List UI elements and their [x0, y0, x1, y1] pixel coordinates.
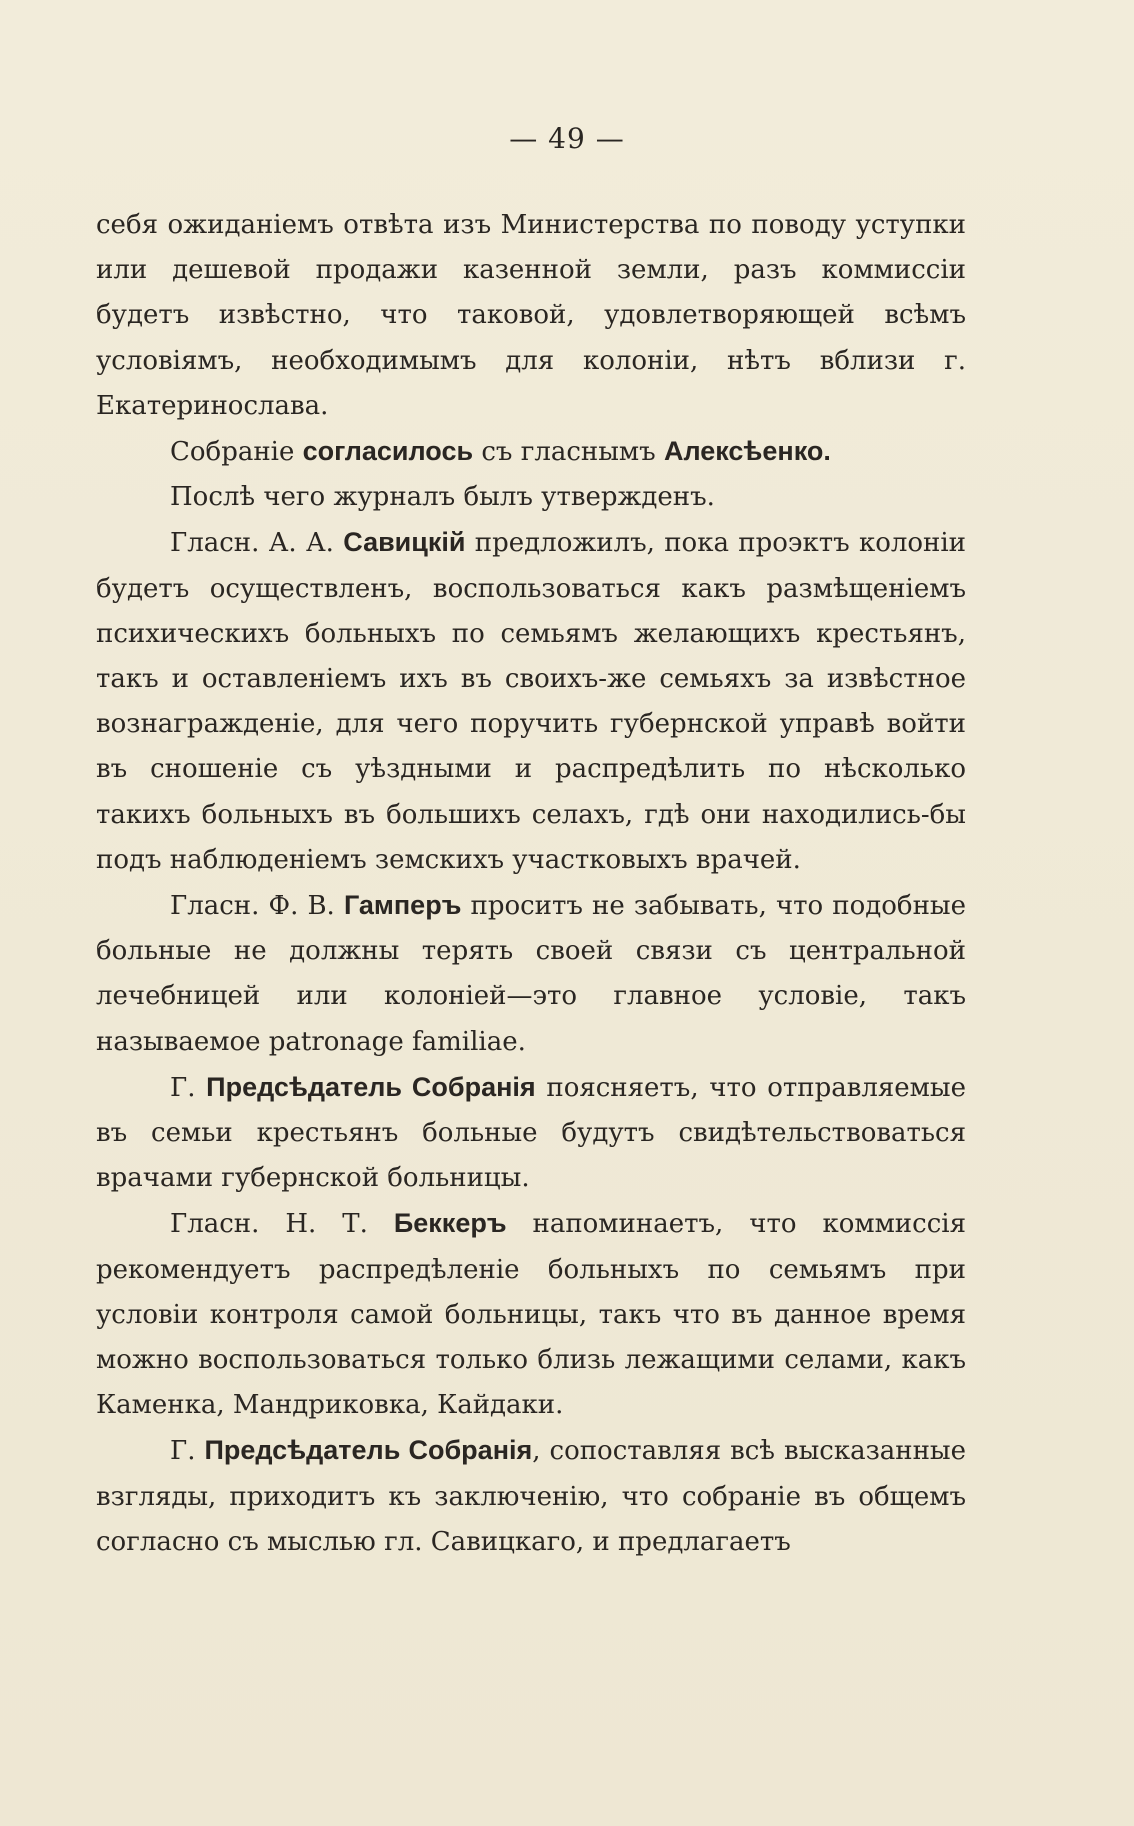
- body-text: [96, 203, 966, 1565]
- bold-name: Савицкій: [343, 527, 466, 558]
- paragraph: [96, 429, 966, 475]
- bold-name: Предсѣдатель Собранія: [204, 1435, 533, 1466]
- bold-name: Предсѣдатель Собранія: [206, 1071, 536, 1102]
- bold-name: согласилось: [302, 436, 474, 467]
- text-run: напоминаетъ, что коммиссія рекомендуетъ распредѣленіе больныхъ по семьямъ при условіи контроля самой больницы, такъ что въ данное время можно воспользоваться только близь лежащими селами, какъ Каменка, Мандриковка, Кайдаки.: [96, 1209, 966, 1421]
- paragraph: [96, 475, 966, 520]
- paragraph: [96, 203, 966, 429]
- text-run: съ гласнымъ: [473, 437, 664, 468]
- bold-name: Алексѣенко.: [663, 436, 831, 467]
- paragraph: [96, 1065, 966, 1202]
- paragraph: [96, 520, 966, 883]
- page-number: — 49 —: [509, 122, 625, 155]
- paragraph: [96, 1201, 966, 1428]
- text-run: Гласн. Ф. В.: [170, 891, 344, 922]
- text-run: Г.: [170, 1436, 205, 1467]
- paragraph: [96, 883, 966, 1065]
- text-run: поясняетъ, что отправляемые въ семьи крестьянъ больные будутъ свидѣтельствоваться врачами губернской больницы.: [96, 1072, 966, 1194]
- text-run: Гласн. Н. Т.: [170, 1209, 394, 1240]
- paragraph: [96, 1428, 966, 1565]
- text-run: Собраніе: [170, 437, 303, 468]
- text-run: себя ожиданіемъ отвѣта изъ Министерства по поводу уступки или дешевой продажи казенной земли, разъ коммиссіи будетъ извѣстно, что таковой, удовлетворяющей всѣмъ условіямъ, необходимымъ для колоніи, нѣтъ вблизи г. Екатеринослава.: [96, 210, 966, 421]
- bold-name: Гамперъ: [343, 890, 462, 921]
- text-run: предложилъ, пока проэктъ колоніи будетъ осуществленъ, воспользоваться какъ размѣщеніемъ психическихъ больныхъ по семьямъ желающихъ крестьянъ, такъ и оставленіемъ ихъ въ своихъ-же семьяхъ за извѣстное вознагражденіе, для чего поручить губернской управѣ войти въ сношеніе съ уѣздными и распредѣлить по нѣсколько такихъ больныхъ въ большихъ селахъ, гдѣ они находились-бы подъ наблюденіемъ земскихъ участковыхъ врачей.: [96, 528, 966, 875]
- text-run: проситъ не забывать, что подобные больные не должны терять своей связи съ центральной лечебницей или колоніей—это главное условіе, такъ называемое patronage familiae.: [96, 891, 966, 1057]
- text-run: Гласн. А. А.: [170, 528, 344, 559]
- text-run: Послѣ чего журналъ былъ утвержденъ.: [170, 482, 715, 513]
- bold-name: Беккеръ: [393, 1208, 507, 1239]
- text-run: , сопоставляя всѣ высказанные взгляды, приходитъ къ заключенію, что собраніе въ общемъ согласно съ мыслью гл. Савицкаго, и предлагаетъ: [96, 1436, 967, 1557]
- text-run: Г.: [170, 1072, 207, 1103]
